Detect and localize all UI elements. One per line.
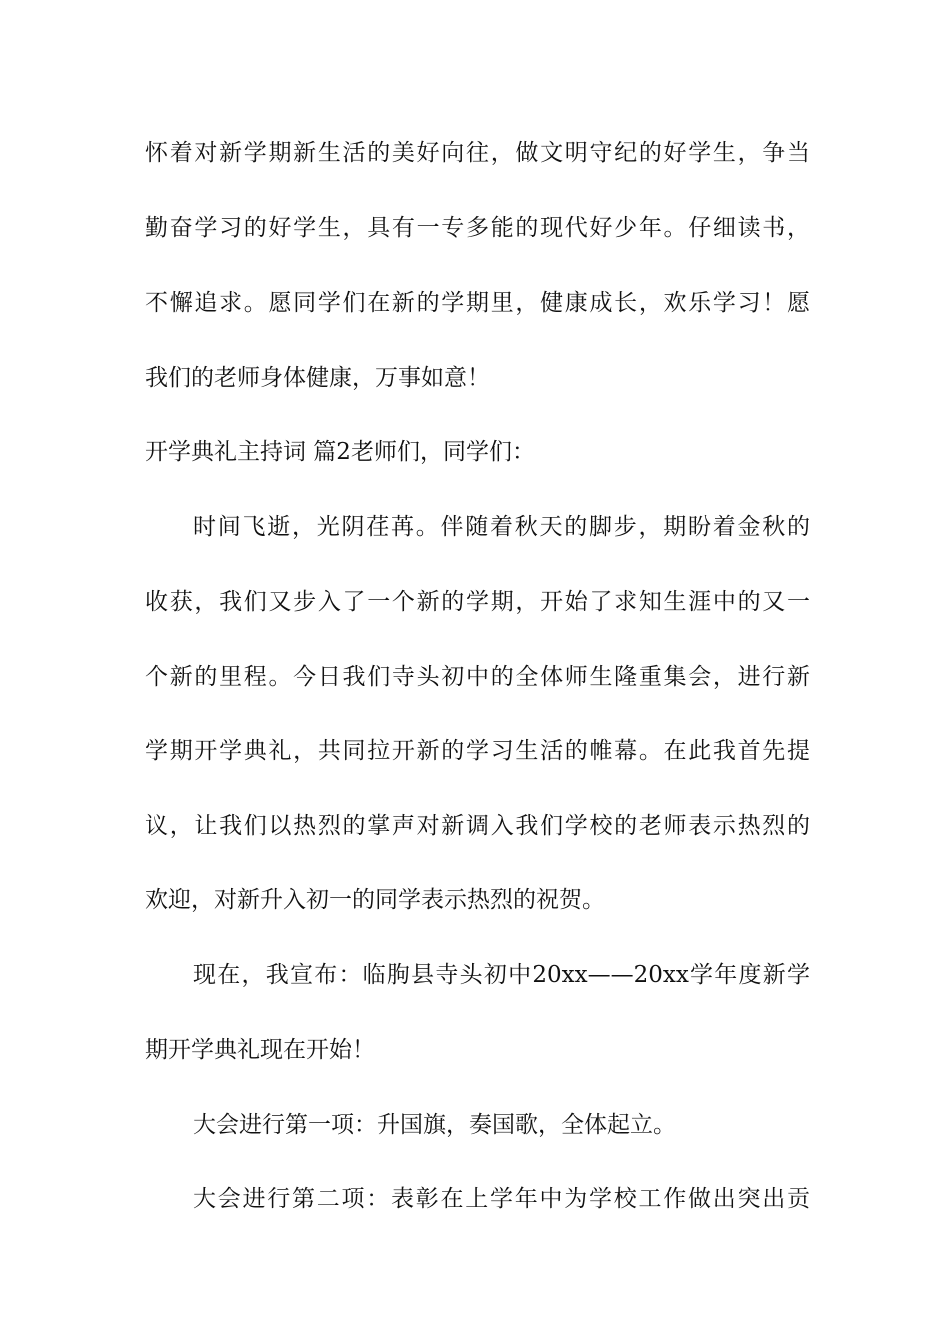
text-line-10: 议，让我们以热烈的掌声对新调入我们学校的老师表示热烈的 — [145, 813, 810, 839]
text-line-12: 现在，我宣布：临朐县寺头初中20xx——20xx学年度新学 — [193, 962, 810, 988]
text-line-15: 大会进行第二项：表彰在上学年中为学校工作做出突出贡 — [193, 1186, 810, 1212]
text-line-13: 期开学典礼现在开始！ — [145, 1037, 375, 1063]
text-line-8: 个新的里程。今日我们寺头初中的全体师生隆重集会，进行新 — [145, 664, 810, 690]
text-line-6: 时间飞逝，光阴荏苒。伴随着秋天的脚步，期盼着金秋的 — [193, 514, 810, 540]
text-line-4: 我们的老师身体健康，万事如意！ — [145, 365, 490, 391]
text-line-11: 欢迎，对新升入初一的同学表示热烈的祝贺。 — [145, 887, 605, 913]
text-line-9: 学期开学典礼，共同拉开新的学习生活的帷幕。在此我首先提 — [145, 738, 810, 764]
text-line-3: 不懈追求。愿同学们在新的学期里，健康成长，欢乐学习！愿 — [145, 290, 810, 316]
text-line-14: 大会进行第一项：升国旗，奏国歌，全体起立。 — [193, 1112, 676, 1138]
text-line-2: 勤奋学习的好学生，具有一专多能的现代好少年。仔细读书， — [145, 215, 810, 241]
text-line-7: 收获，我们又步入了一个新的学期，开始了求知生涯中的又一 — [145, 589, 810, 615]
text-line-1: 怀着对新学期新生活的美好向往，做文明守纪的好学生，争当 — [145, 140, 810, 166]
section-heading-line: 开学典礼主持词 篇2老师们，同学们： — [145, 439, 535, 465]
